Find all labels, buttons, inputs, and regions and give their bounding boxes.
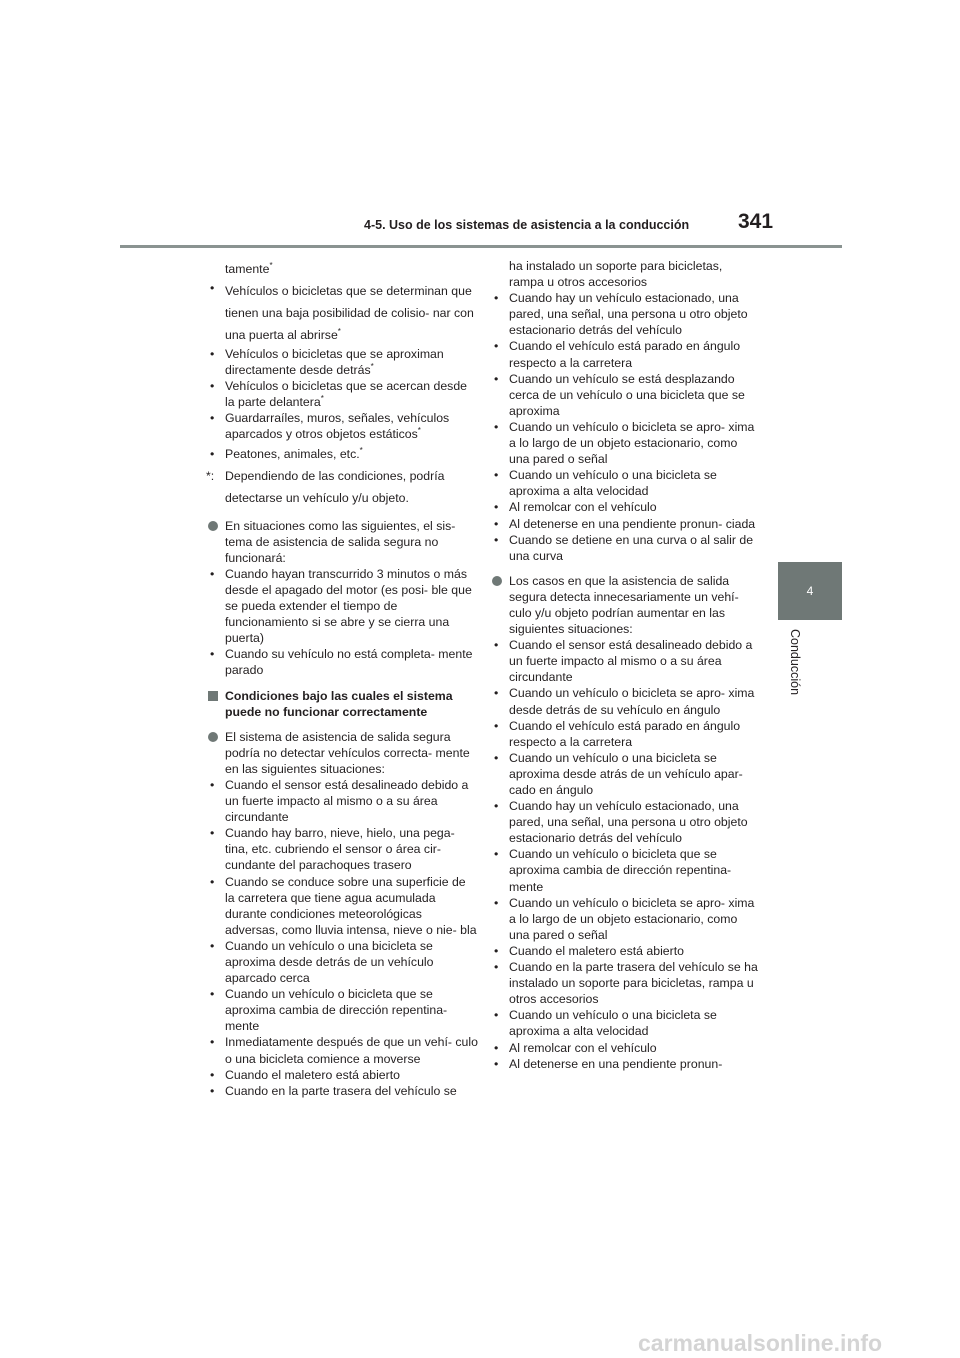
list-item: • Cuando un vehículo se está desplazando cerca de un vehículo o una bicicleta que se aproxima [494,371,745,418]
list-item: • Cuando un vehículo o bicicleta se apro- xima desde detrás de su vehículo en ángulo [494,686,755,717]
list-item: • Peatones, animales, etc.* [210,445,363,461]
list-item: • Al remolcar con el vehículo [494,500,657,515]
list-item: tamente* [225,260,273,276]
watermark: carmanualsonline.info [638,1330,883,1356]
list-item: • Cuando hay barro, nieve, hielo, una pega- tina, etc. cubriendo el sensor o área cir- cundante del parachoques trasero [210,826,455,873]
list-item: • Al remolcar con el vehículo [494,1040,657,1055]
bullet-dot-icon [208,521,218,531]
list-item: • Cuando el maletero está abierto [210,1067,400,1082]
footnote-mark: *: [206,468,215,483]
right-column [490,258,758,1072]
section-heading: Condiciones bajo las cuales el sistema puede no funcionar correctamente [206,688,478,720]
list-item: • Vehículos o bicicletas que se acercan desde la parte delantera* [210,379,467,410]
list-item: • Cuando en la parte trasera del vehículo se [210,1083,457,1098]
bullet-paragraph: Los casos en que la asistencia de salida segura detecta innecesariamente un vehí- culo y/u objeto podrían aumentar en las siguientes situaciones: [490,573,758,637]
list-item: • Cuando hay un vehículo estacionado, una pared, una señal, una persona u otro objeto estacionario detrás del vehículo [494,799,748,846]
list-item: • Cuando un vehículo o una bicicleta se aproxima a alta velocidad [494,468,717,499]
bullet-paragraph: El sistema de asistencia de salida segura podría no detectar vehículos correcta- mente en las siguientes situaciones: [206,729,478,777]
bullet-paragraph: En situaciones como las siguientes, el sis- tema de asistencia de salida segura no funcionará: [206,518,478,566]
list-item: • Cuando en la parte trasera del vehículo se ha instalado un soporte para bicicletas, rampa u otros accesorios [494,960,758,1007]
page-number: 341 [738,210,774,233]
list-item: • Cuando el vehículo está parado en ángulo respecto a la carretera [494,339,741,370]
list-item-continuation: ha instalado un soporte para bicicletas, rampa u otros accesorios [509,259,723,290]
section-title: 4-5. Uso de los sistemas de asistencia a la conducción [364,218,690,232]
chapter-tab[interactable] [778,562,842,620]
list-item: • Cuando el sensor está desalineado debido a un fuerte impacto al mismo o a su área circundante [494,638,753,685]
list-item: • Cuando su vehículo no está completa- mente parado [210,647,473,678]
chapter-side-label [785,629,805,739]
list-item: • Cuando hay un vehículo estacionado, una pared, una señal, una persona u otro objeto estacionario detrás del vehículo [494,291,748,338]
chapter-label: Conducción [788,629,802,696]
bullet-dot-icon [492,576,502,586]
list-item: • Al detenerse en una pendiente pronun- [494,1056,723,1071]
list-item: • Cuando un vehículo o bicicleta que se aproxima cambia de dirección repentina- mente [210,987,448,1034]
list-item: • Cuando se conduce sobre una superficie de la carretera que tiene agua acumulada durante condiciones meteorológicas adversas, como lluvia intensa, nieve o nie- bla [210,874,477,937]
left-column [206,258,478,1099]
list-item: • Cuando el vehículo está parado en ángulo respecto a la carretera [494,718,741,749]
list-item: • Inmediatamente después de que un vehí- culo o una bicicleta comience a moverse [210,1035,478,1066]
list-item: • Cuando un vehículo o una bicicleta se aproxima desde detrás de un vehículo aparcado cerca [210,938,434,986]
list-item: • Cuando hayan transcurrido 3 minutos o más desde el apagado del motor (es posi- ble que se pueda extender el tiempo de funcionamiento si se abre y se cierra una puerta) [210,566,472,646]
list-item: • Cuando un vehículo o una bicicleta se aproxima a alta velocidad [494,1008,717,1039]
chapter-number: 4 [806,584,814,598]
square-marker-icon [208,691,218,701]
list-item: • Cuando un vehículo o bicicleta se apro- xima a lo largo de un objeto estacionario, como una pared o señal [494,419,755,467]
list-item: • Guardarraíles, muros, señales, vehículos aparcados y otros objetos estáticos* [210,411,450,442]
list-item: • Vehículos o bicicletas que se determinan que tienen una baja posibilidad de colisio- nar con una puerta al abrirse* [210,281,474,342]
list-item: • Cuando un vehículo o bicicleta que se aproxima cambia de dirección repentina- mente [494,847,732,894]
footnote: *: Dependiendo de las condiciones, podría detectarse un vehículo y/u objeto. [206,465,478,509]
list-item: • Cuando el maletero está abierto [494,943,684,958]
list-item: • Vehículos o bicicletas que se aproximan directamente desde detrás* [210,347,444,378]
list-item: • Cuando se detiene en una curva o al salir de una curva [494,532,754,563]
list-item: • Cuando el sensor está desalineado debido a un fuerte impacto al mismo o a su área circundante [210,777,469,825]
list-item: • Cuando un vehículo o bicicleta se apro- xima a lo largo de un objeto estacionario, como una pared o señal [494,895,755,942]
list-item: • Cuando un vehículo o una bicicleta se aproxima desde atrás de un vehículo apar- cado en ángulo [494,750,743,797]
header-divider [120,245,842,248]
bullet-dot-icon [208,732,218,742]
list-item: • Al detenerse en una pendiente pronun- ciada [494,516,756,531]
